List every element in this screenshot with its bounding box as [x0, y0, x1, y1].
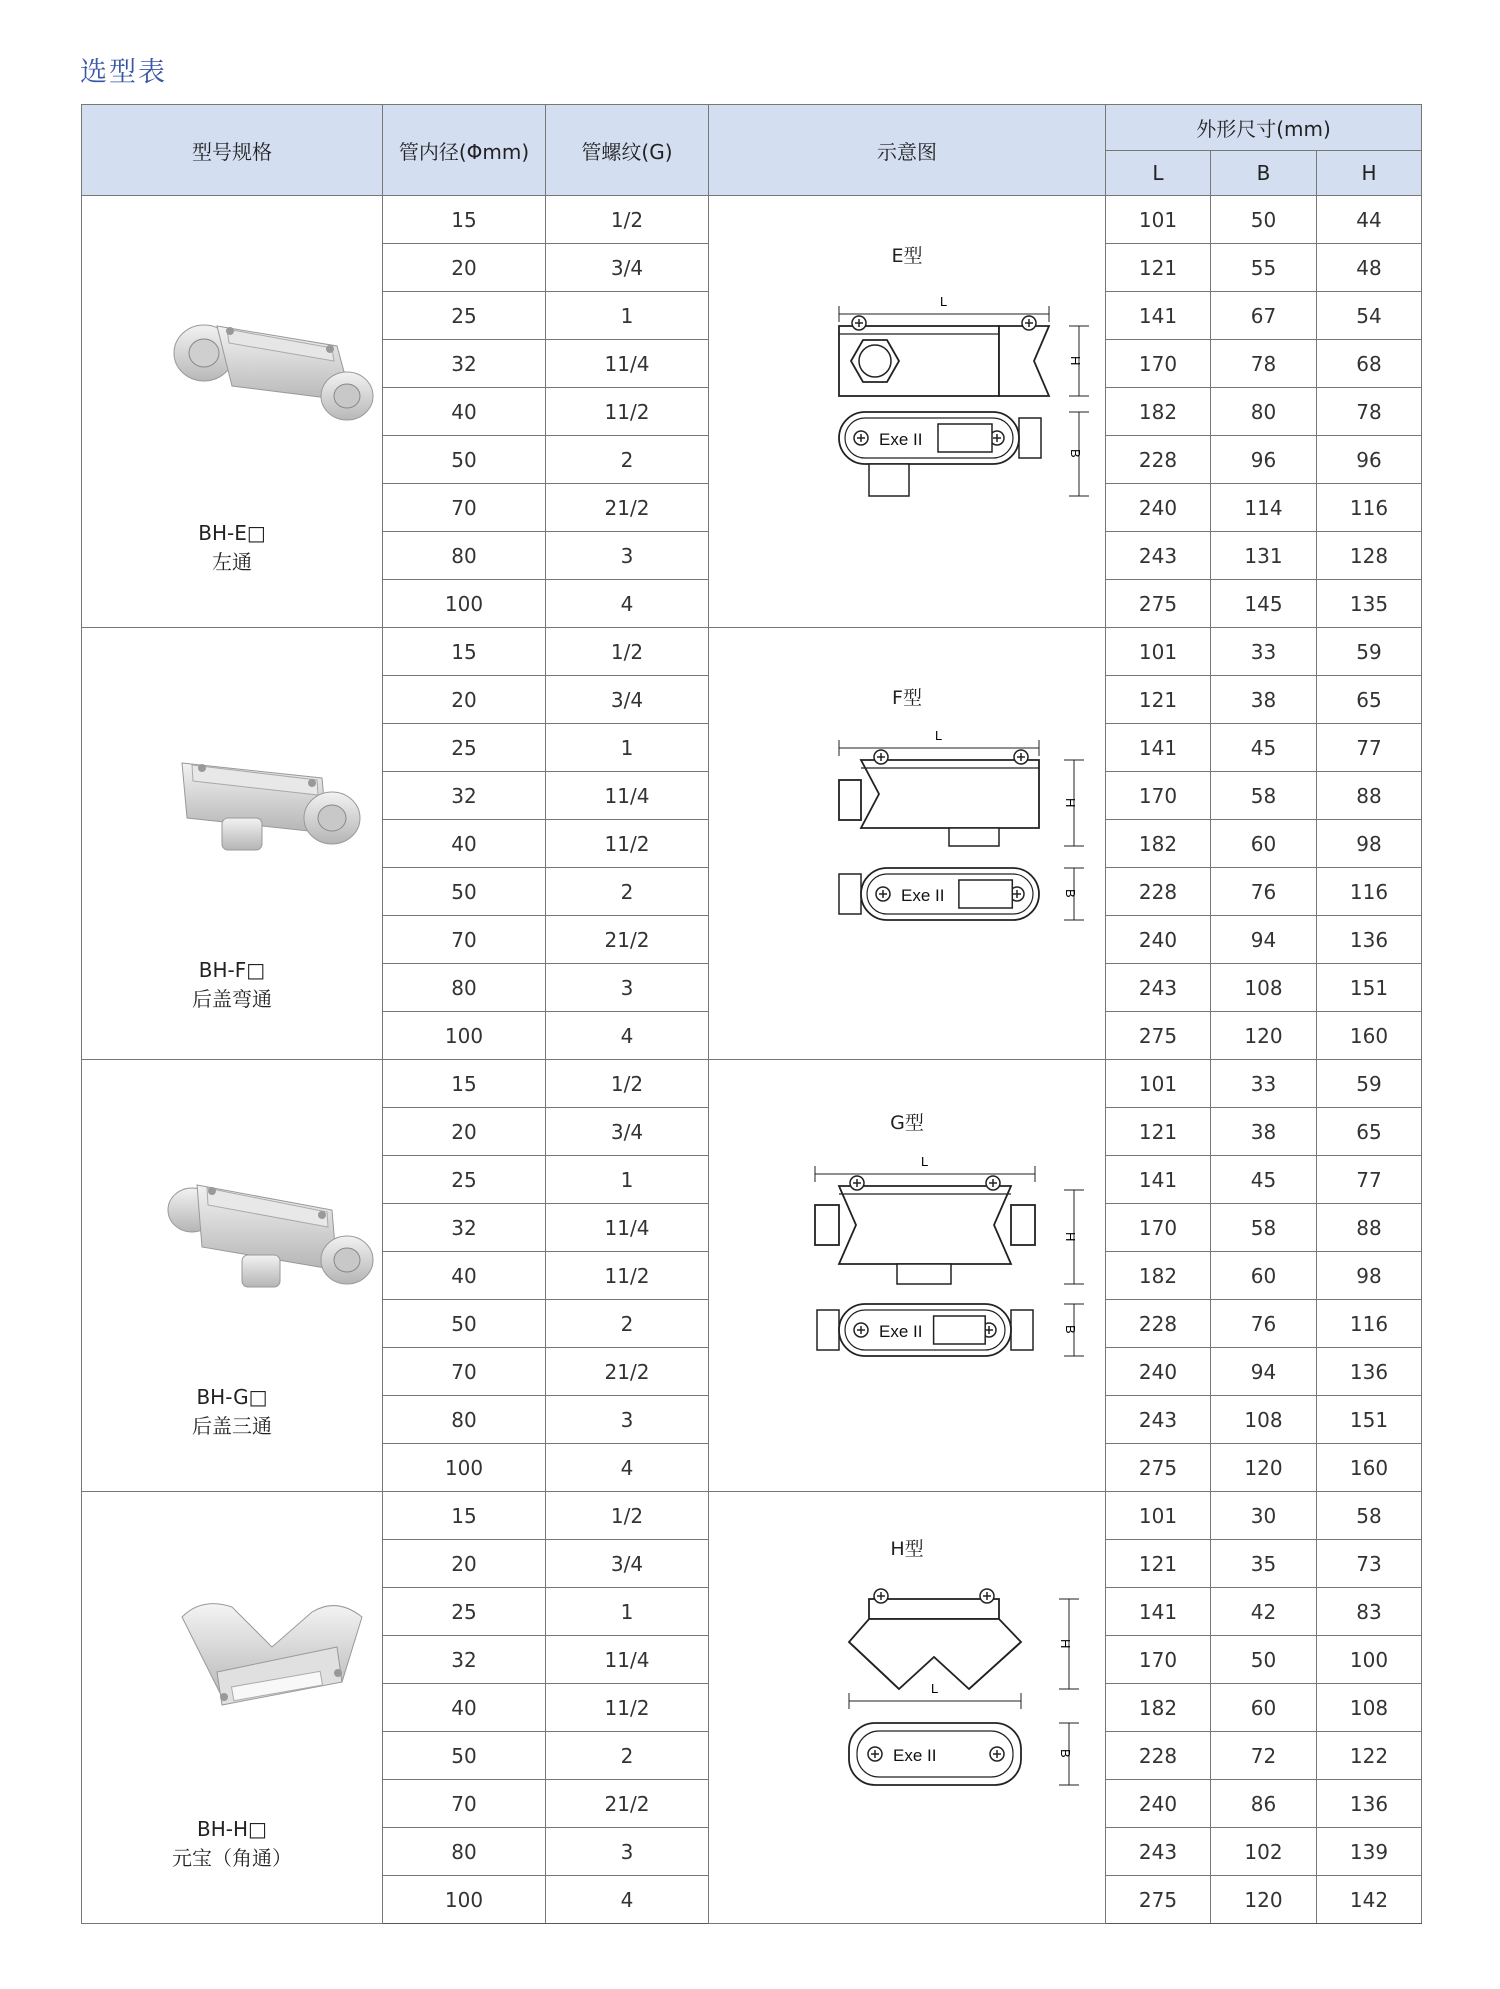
dim-l-cell: 101	[1106, 1492, 1211, 1540]
diagram-type-label: F型	[892, 687, 922, 709]
thread-cell: 21/2	[546, 916, 709, 964]
thread-cell: 3	[546, 1828, 709, 1876]
dim-b-cell: 108	[1211, 964, 1317, 1012]
thread-cell: 11/4	[546, 1204, 709, 1252]
dim-b-cell: 50	[1211, 196, 1317, 244]
header-thread: 管螺纹(G)	[546, 105, 709, 196]
dim-h-cell: 122	[1317, 1732, 1422, 1780]
diagram-exe-text: Exe II	[901, 886, 945, 905]
dim-b-cell: 96	[1211, 436, 1317, 484]
thread-cell: 11/2	[546, 820, 709, 868]
dim-l-cell: 240	[1106, 1780, 1211, 1828]
diagram-dim-label: L	[921, 1154, 929, 1169]
dim-l-cell: 243	[1106, 1396, 1211, 1444]
dim-b-cell: 45	[1211, 1156, 1317, 1204]
dim-b-cell: 120	[1211, 1444, 1317, 1492]
dim-l-cell: 275	[1106, 1876, 1211, 1924]
pipe-diameter-cell: 100	[383, 1444, 546, 1492]
pipe-diameter-cell: 50	[383, 868, 546, 916]
dim-l-cell: 275	[1106, 580, 1211, 628]
pipe-diameter-cell: 25	[383, 724, 546, 772]
dim-b-cell: 58	[1211, 772, 1317, 820]
thread-cell: 4	[546, 580, 709, 628]
diagram-drawing-h	[789, 1577, 1109, 1807]
dim-h-cell: 116	[1317, 868, 1422, 916]
dim-h-cell: 136	[1317, 1348, 1422, 1396]
dim-b-cell: 55	[1211, 244, 1317, 292]
dim-l-cell: 121	[1106, 676, 1211, 724]
header-model: 型号规格	[82, 105, 383, 196]
dim-h-cell: 65	[1317, 1108, 1422, 1156]
model-cell	[82, 196, 383, 628]
dim-l-cell: 275	[1106, 1444, 1211, 1492]
pipe-diameter-cell: 32	[383, 1636, 546, 1684]
thread-cell: 2	[546, 868, 709, 916]
dim-b-cell: 42	[1211, 1588, 1317, 1636]
thread-cell: 3	[546, 532, 709, 580]
dim-l-cell: 240	[1106, 1348, 1211, 1396]
pipe-diameter-cell: 50	[383, 1732, 546, 1780]
table-row	[82, 628, 1422, 676]
dim-b-cell: 72	[1211, 1732, 1317, 1780]
pipe-diameter-cell: 80	[383, 1828, 546, 1876]
thread-cell: 3/4	[546, 244, 709, 292]
thread-cell: 4	[546, 1444, 709, 1492]
dim-b-cell: 78	[1211, 340, 1317, 388]
pipe-diameter-cell: 70	[383, 484, 546, 532]
dim-b-cell: 38	[1211, 1108, 1317, 1156]
diagram-exe-text: Exe II	[893, 1746, 937, 1765]
model-code: BH-H□	[197, 1817, 267, 1841]
pipe-diameter-cell: 20	[383, 244, 546, 292]
thread-cell: 1/2	[546, 1492, 709, 1540]
model-code: BH-G□	[196, 1385, 268, 1409]
dim-b-cell: 38	[1211, 676, 1317, 724]
dim-h-cell: 68	[1317, 340, 1422, 388]
dim-l-cell: 182	[1106, 1252, 1211, 1300]
diagram-exe-text: Exe II	[879, 1322, 923, 1341]
diagram-cell	[709, 1060, 1106, 1492]
diagram-dim-label: H	[1068, 356, 1083, 366]
diagram-dim-label: H	[1063, 798, 1078, 808]
pipe-diameter-cell: 32	[383, 1204, 546, 1252]
diagram-dim-label: B	[1058, 1749, 1073, 1758]
dim-l-cell: 141	[1106, 1588, 1211, 1636]
diagram-drawing-e	[789, 296, 1109, 526]
diagram-drawing-g	[789, 1150, 1109, 1380]
thread-cell: 21/2	[546, 484, 709, 532]
thread-cell: 1/2	[546, 1060, 709, 1108]
pipe-diameter-cell: 80	[383, 964, 546, 1012]
dim-l-cell: 228	[1106, 436, 1211, 484]
dim-b-cell: 102	[1211, 1828, 1317, 1876]
pipe-diameter-cell: 25	[383, 292, 546, 340]
pipe-diameter-cell: 70	[383, 1348, 546, 1396]
table-body	[82, 196, 1422, 1924]
thread-cell: 2	[546, 1300, 709, 1348]
dim-l-cell: 243	[1106, 964, 1211, 1012]
model-cell	[82, 1492, 383, 1924]
dim-h-cell: 44	[1317, 196, 1422, 244]
pipe-diameter-cell: 32	[383, 340, 546, 388]
dim-h-cell: 160	[1317, 1012, 1422, 1060]
thread-cell: 11/2	[546, 1252, 709, 1300]
thread-cell: 1	[546, 1588, 709, 1636]
diagram-dim-label: H	[1058, 1639, 1073, 1649]
pipe-diameter-cell: 32	[383, 772, 546, 820]
pipe-diameter-cell: 25	[383, 1156, 546, 1204]
dim-l-cell: 182	[1106, 1684, 1211, 1732]
diagram-cell	[709, 628, 1106, 1060]
pipe-diameter-cell: 100	[383, 580, 546, 628]
pipe-diameter-cell: 50	[383, 1300, 546, 1348]
diagram-cell	[709, 196, 1106, 628]
dim-h-cell: 59	[1317, 628, 1422, 676]
thread-cell: 3/4	[546, 1540, 709, 1588]
thread-cell: 3	[546, 964, 709, 1012]
dim-h-cell: 73	[1317, 1540, 1422, 1588]
thread-cell: 1/2	[546, 196, 709, 244]
dim-l-cell: 101	[1106, 628, 1211, 676]
thread-cell: 3	[546, 1396, 709, 1444]
pipe-diameter-cell: 70	[383, 1780, 546, 1828]
dim-b-cell: 114	[1211, 484, 1317, 532]
model-desc: 元宝（角通）	[172, 1846, 292, 1870]
dim-l-cell: 170	[1106, 1204, 1211, 1252]
pipe-diameter-cell: 40	[383, 1252, 546, 1300]
dim-l-cell: 228	[1106, 1732, 1211, 1780]
dim-b-cell: 131	[1211, 532, 1317, 580]
thread-cell: 11/4	[546, 340, 709, 388]
table-header	[82, 105, 1422, 196]
dim-l-cell: 141	[1106, 724, 1211, 772]
thread-cell: 11/2	[546, 388, 709, 436]
pipe-diameter-cell: 100	[383, 1876, 546, 1924]
dim-h-cell: 54	[1317, 292, 1422, 340]
pipe-diameter-cell: 15	[383, 1492, 546, 1540]
dim-h-cell: 77	[1317, 1156, 1422, 1204]
thread-cell: 1	[546, 1156, 709, 1204]
dim-h-cell: 135	[1317, 580, 1422, 628]
dim-h-cell: 116	[1317, 1300, 1422, 1348]
pipe-diameter-cell: 100	[383, 1012, 546, 1060]
thread-cell: 21/2	[546, 1780, 709, 1828]
pipe-diameter-cell: 40	[383, 1684, 546, 1732]
header-dim-l: L	[1106, 151, 1211, 196]
pipe-diameter-cell: 25	[383, 1588, 546, 1636]
dim-b-cell: 76	[1211, 868, 1317, 916]
dim-b-cell: 60	[1211, 820, 1317, 868]
pipe-diameter-cell: 50	[383, 436, 546, 484]
model-cell	[82, 628, 383, 1060]
thread-cell: 4	[546, 1876, 709, 1924]
pipe-diameter-cell: 15	[383, 196, 546, 244]
dim-l-cell: 240	[1106, 484, 1211, 532]
model-code: BH-E□	[198, 521, 266, 545]
dim-b-cell: 33	[1211, 1060, 1317, 1108]
dim-b-cell: 60	[1211, 1684, 1317, 1732]
dim-h-cell: 88	[1317, 772, 1422, 820]
dim-b-cell: 145	[1211, 580, 1317, 628]
diagram-dim-label: B	[1063, 889, 1078, 898]
diagram-type-label: H型	[890, 1538, 924, 1560]
dim-l-cell: 101	[1106, 196, 1211, 244]
dim-h-cell: 151	[1317, 1396, 1422, 1444]
header-dimensions: 外形尺寸(mm)	[1106, 105, 1422, 151]
dim-b-cell: 45	[1211, 724, 1317, 772]
thread-cell: 11/4	[546, 1636, 709, 1684]
dim-h-cell: 98	[1317, 1252, 1422, 1300]
dim-l-cell: 240	[1106, 916, 1211, 964]
model-cell	[82, 1060, 383, 1492]
pipe-diameter-cell: 70	[383, 916, 546, 964]
dim-b-cell: 94	[1211, 1348, 1317, 1396]
dim-b-cell: 33	[1211, 628, 1317, 676]
selection-table	[81, 104, 1422, 1924]
model-desc: 后盖弯通	[192, 987, 272, 1011]
dim-l-cell: 170	[1106, 1636, 1211, 1684]
dim-b-cell: 94	[1211, 916, 1317, 964]
model-desc: 左通	[212, 550, 252, 574]
dim-h-cell: 128	[1317, 532, 1422, 580]
dim-h-cell: 78	[1317, 388, 1422, 436]
dim-b-cell: 120	[1211, 1012, 1317, 1060]
dim-l-cell: 121	[1106, 244, 1211, 292]
header-dim-b: B	[1211, 151, 1317, 196]
dim-h-cell: 65	[1317, 676, 1422, 724]
diagram-exe-text: Exe II	[879, 430, 923, 449]
diagram-dim-label: H	[1063, 1232, 1078, 1242]
dim-l-cell: 243	[1106, 532, 1211, 580]
diagram-dim-label: L	[935, 728, 943, 743]
diagram-type-label: E型	[891, 245, 923, 267]
dim-b-cell: 86	[1211, 1780, 1317, 1828]
dim-l-cell: 141	[1106, 292, 1211, 340]
dim-b-cell: 60	[1211, 1252, 1317, 1300]
thread-cell: 11/2	[546, 1684, 709, 1732]
diagram-type-label: G型	[890, 1112, 924, 1134]
dim-l-cell: 228	[1106, 1300, 1211, 1348]
dim-h-cell: 136	[1317, 1780, 1422, 1828]
thread-cell: 2	[546, 1732, 709, 1780]
dim-l-cell: 141	[1106, 1156, 1211, 1204]
thread-cell: 3/4	[546, 1108, 709, 1156]
table-row	[82, 1492, 1422, 1540]
model-code: BH-F□	[198, 958, 266, 982]
dim-h-cell: 48	[1317, 244, 1422, 292]
dim-b-cell: 30	[1211, 1492, 1317, 1540]
table-row	[82, 1060, 1422, 1108]
diagram-dim-label: L	[931, 1681, 939, 1696]
header-diagram: 示意图	[709, 105, 1106, 196]
dim-h-cell: 83	[1317, 1588, 1422, 1636]
pipe-diameter-cell: 80	[383, 1396, 546, 1444]
pipe-diameter-cell: 40	[383, 388, 546, 436]
dim-l-cell: 182	[1106, 388, 1211, 436]
thread-cell: 1	[546, 724, 709, 772]
table-row	[82, 196, 1422, 244]
dim-b-cell: 67	[1211, 292, 1317, 340]
dim-h-cell: 139	[1317, 1828, 1422, 1876]
dim-l-cell: 121	[1106, 1108, 1211, 1156]
dim-h-cell: 108	[1317, 1684, 1422, 1732]
diagram-drawing-f	[789, 728, 1109, 958]
thread-cell: 2	[546, 436, 709, 484]
dim-b-cell: 35	[1211, 1540, 1317, 1588]
dim-l-cell: 228	[1106, 868, 1211, 916]
dim-h-cell: 136	[1317, 916, 1422, 964]
dim-h-cell: 88	[1317, 1204, 1422, 1252]
thread-cell: 1	[546, 292, 709, 340]
dim-l-cell: 170	[1106, 340, 1211, 388]
header-dim-h: H	[1317, 151, 1422, 196]
pipe-diameter-cell: 20	[383, 1540, 546, 1588]
thread-cell: 1/2	[546, 628, 709, 676]
dim-h-cell: 58	[1317, 1492, 1422, 1540]
diagram-dim-label: B	[1068, 449, 1083, 458]
thread-cell: 21/2	[546, 1348, 709, 1396]
thread-cell: 4	[546, 1012, 709, 1060]
dim-l-cell: 182	[1106, 820, 1211, 868]
model-desc: 后盖三通	[192, 1414, 272, 1438]
pipe-diameter-cell: 20	[383, 676, 546, 724]
dim-h-cell: 98	[1317, 820, 1422, 868]
dim-l-cell: 121	[1106, 1540, 1211, 1588]
pipe-diameter-cell: 15	[383, 628, 546, 676]
dim-h-cell: 100	[1317, 1636, 1422, 1684]
dim-h-cell: 151	[1317, 964, 1422, 1012]
dim-b-cell: 108	[1211, 1396, 1317, 1444]
pipe-diameter-cell: 80	[383, 532, 546, 580]
diagram-dim-label: B	[1063, 1325, 1078, 1334]
header-pipe-diameter: 管内径(Φmm)	[383, 105, 546, 196]
dim-h-cell: 116	[1317, 484, 1422, 532]
dim-h-cell: 59	[1317, 1060, 1422, 1108]
dim-l-cell: 275	[1106, 1012, 1211, 1060]
dim-h-cell: 160	[1317, 1444, 1422, 1492]
diagram-cell	[709, 1492, 1106, 1924]
dim-b-cell: 58	[1211, 1204, 1317, 1252]
dim-h-cell: 96	[1317, 436, 1422, 484]
dim-b-cell: 80	[1211, 388, 1317, 436]
pipe-diameter-cell: 15	[383, 1060, 546, 1108]
dim-l-cell: 243	[1106, 1828, 1211, 1876]
pipe-diameter-cell: 40	[383, 820, 546, 868]
dim-l-cell: 170	[1106, 772, 1211, 820]
dim-h-cell: 77	[1317, 724, 1422, 772]
dim-b-cell: 120	[1211, 1876, 1317, 1924]
thread-cell: 3/4	[546, 676, 709, 724]
dim-l-cell: 101	[1106, 1060, 1211, 1108]
pipe-diameter-cell: 20	[383, 1108, 546, 1156]
diagram-dim-label: L	[940, 296, 948, 309]
dim-h-cell: 142	[1317, 1876, 1422, 1924]
dim-b-cell: 76	[1211, 1300, 1317, 1348]
dim-b-cell: 50	[1211, 1636, 1317, 1684]
page-title: 选型表	[80, 57, 167, 88]
thread-cell: 11/4	[546, 772, 709, 820]
